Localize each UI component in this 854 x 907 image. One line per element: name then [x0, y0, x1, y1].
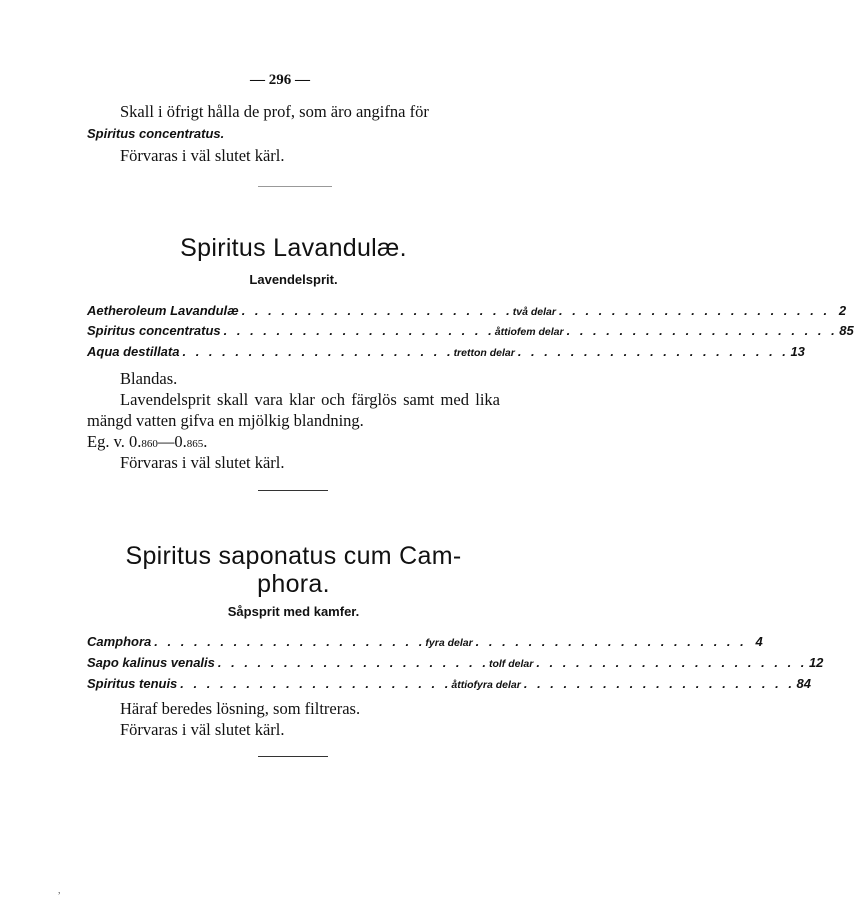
section1-subtitle: Lavendelsprit. — [249, 272, 338, 287]
ingredient-quantity: fyra delar — [425, 637, 473, 649]
ingredient-quantity: åttiofyra delar — [451, 679, 521, 691]
leader-dots: . . . . . . . . . . . . . . . . . . . . . — [559, 303, 831, 318]
ingredient-name: Aetheroleum Lavandulæ — [87, 303, 239, 318]
ingredient-name: Aqua destillata — [87, 344, 180, 359]
section1-ingredient-3 — [87, 344, 805, 364]
intro-line1: Skall i öfrigt hålla de prof, som äro angifna för — [120, 102, 429, 121]
section1-density: Eg. v. 0.860—0.865. — [87, 432, 208, 451]
leader-dots: . . . . . . . . . . . . . . . . . . . . . — [566, 323, 838, 338]
leader-dots: . . . . . . . . . . . . . . . . . . . . . — [523, 676, 795, 691]
ingredient-quantity: tretton delar — [453, 347, 515, 359]
section1-title: Spiritus Lavandulæ. — [180, 234, 407, 262]
ink-speck: , — [58, 885, 61, 896]
ingredient-amount: 12 — [808, 655, 824, 670]
leader-dots: . . . . . . . . . . . . . . . . . . . . . — [154, 634, 426, 649]
section2-ingredient-3 — [87, 676, 811, 696]
section2-line1: Häraf beredes lösning, som filtreras. — [120, 699, 361, 718]
section1-ingredient-2 — [87, 323, 854, 343]
intro-reference-text: Spiritus concentratus. — [87, 126, 225, 141]
leader-dots: . . . . . . . . . . . . . . . . . . . . . — [182, 344, 454, 359]
section2-storage: Förvaras i väl slutet kärl. — [120, 720, 285, 739]
section1-description: Lavendelsprit skall vara klar och färglös samt med lika mängd vatten gifva en mjölkig blandning. — [87, 390, 500, 430]
section1-ingredient-1 — [87, 303, 847, 323]
leader-dots: . . . . . . . . . . . . . . . . . . . . . — [180, 676, 452, 691]
leader-dots: . . . . . . . . . . . . . . . . . . . . . — [536, 655, 808, 670]
ingredient-name: Camphora — [87, 634, 152, 649]
section2-title-line2: phora. — [257, 570, 330, 598]
intro-storage: Förvaras i väl slutet kärl. — [120, 146, 285, 165]
section2-subtitle: Såpsprit med kamfer. — [227, 604, 360, 619]
section2-ingredient-1 — [87, 634, 763, 654]
ingredient-name: Sapo kalinus venalis — [87, 655, 215, 670]
ingredient-amount: 2 — [838, 303, 847, 318]
ingredient-amount: 85 — [839, 323, 854, 338]
leader-dots: . . . . . . . . . . . . . . . . . . . . . — [241, 303, 513, 318]
divider — [258, 490, 328, 491]
divider — [258, 186, 332, 187]
ingredient-quantity: åttiofem delar — [494, 326, 564, 338]
ingredient-amount: 13 — [790, 344, 805, 359]
section2-ingredient-2 — [87, 655, 824, 675]
ingredient-amount: 84 — [796, 676, 811, 691]
section1-mix: Blandas. — [120, 369, 178, 388]
ingredient-name: Spiritus tenuis — [87, 676, 178, 691]
leader-dots: . . . . . . . . . . . . . . . . . . . . . — [223, 323, 495, 338]
intro-text — [87, 101, 500, 122]
ingredient-quantity: två delar — [512, 306, 556, 318]
ingredient-amount: 4 — [755, 634, 763, 649]
page-number: — 296 — — [250, 72, 310, 88]
ingredient-name: Spiritus concentratus — [87, 323, 221, 338]
section1-storage: Förvaras i väl slutet kärl. — [120, 453, 285, 472]
divider — [258, 756, 328, 757]
leader-dots: . . . . . . . . . . . . . . . . . . . . . — [475, 634, 747, 649]
leader-dots: . . . . . . . . . . . . . . . . . . . . . — [217, 655, 489, 670]
section2-title-line1: Spiritus saponatus cum Cam- — [125, 542, 462, 570]
intro-reference — [87, 122, 500, 144]
leader-dots: . . . . . . . . . . . . . . . . . . . . . — [517, 344, 789, 359]
ingredient-quantity: tolf delar — [488, 658, 534, 670]
